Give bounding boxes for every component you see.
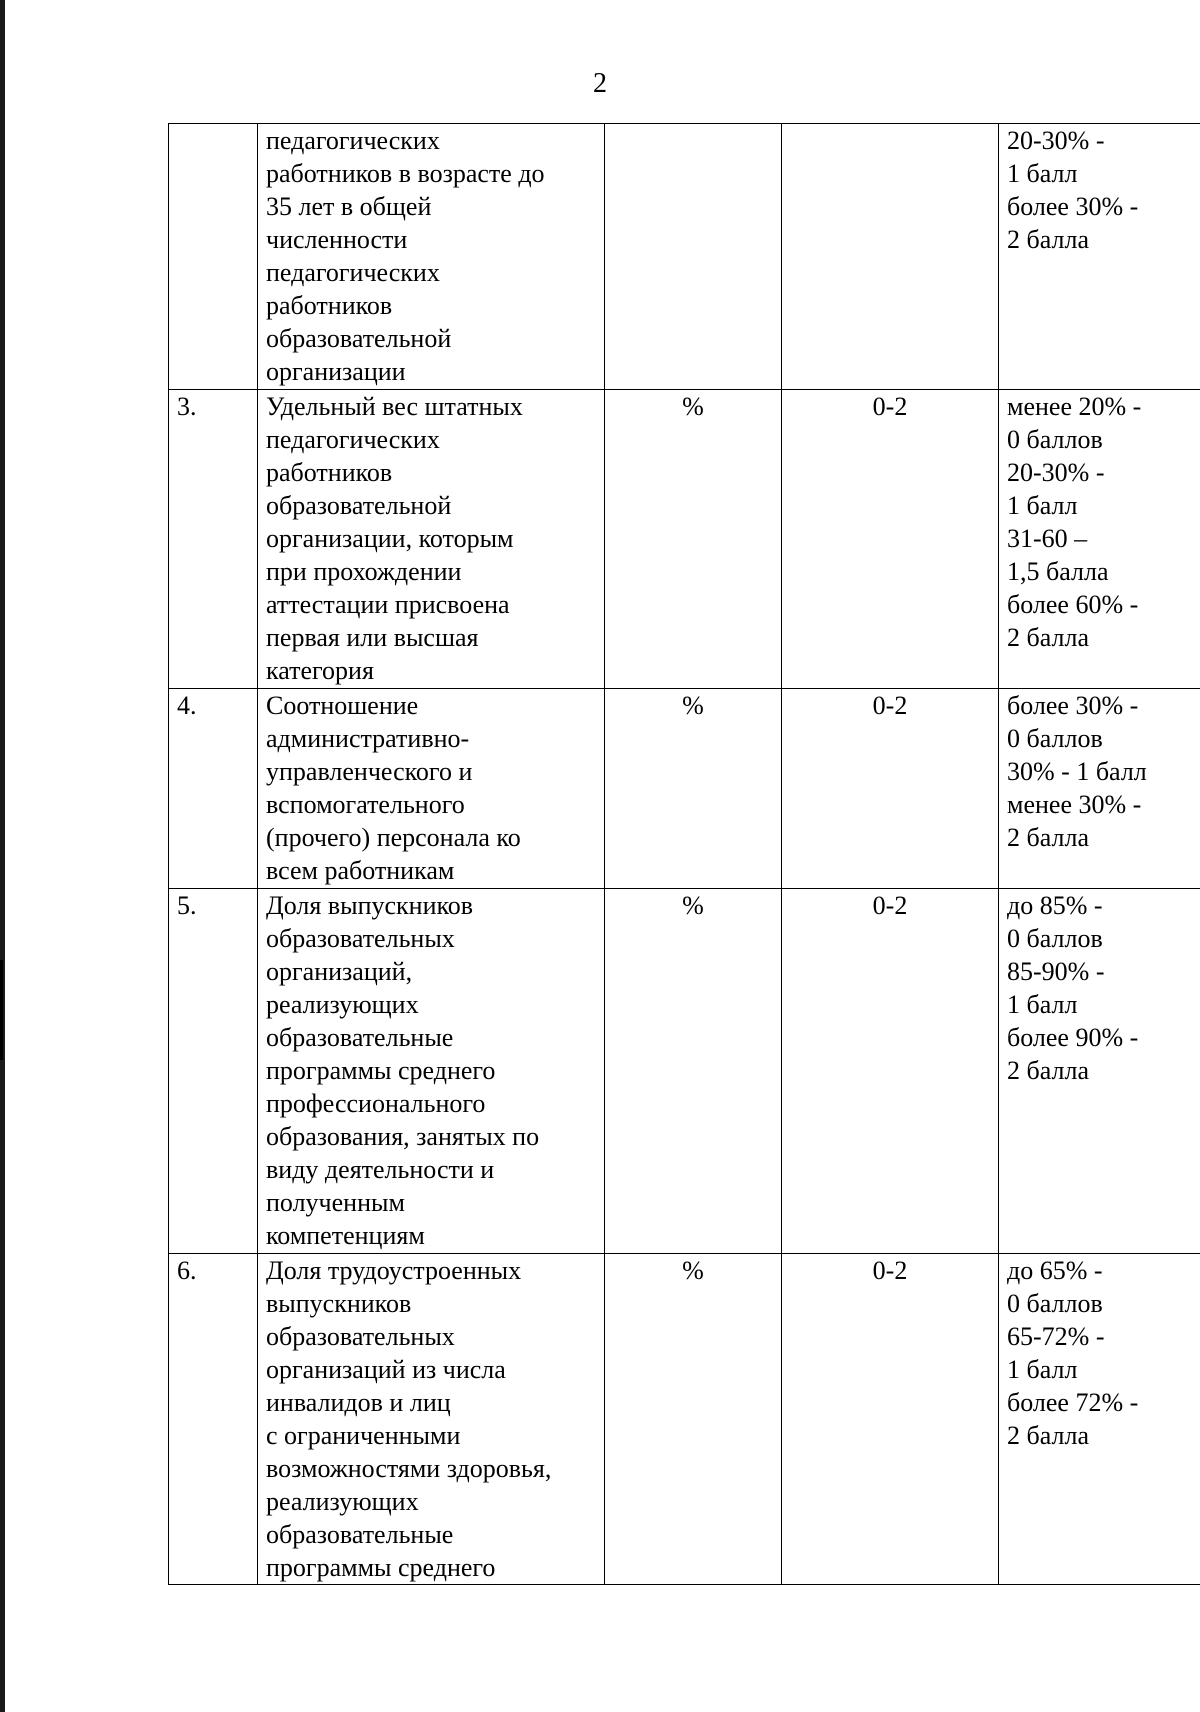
unit-of-measure: % <box>605 390 782 689</box>
indicator-name: Доля трудоустроенных выпускников образовательных организаций из числа инвалидов и лиц с ограниченными возможностями здоровья, реализующих образовательные программы среднего <box>258 1254 605 1585</box>
score-range: 0-2 <box>782 390 999 689</box>
row-number: 6. <box>169 1254 258 1585</box>
scoring-criteria: 20-30% - 1 балл более 30% - 2 балла <box>999 124 1200 390</box>
table-row <box>169 390 1200 689</box>
scoring-criteria: менее 20% - 0 баллов 20-30% - 1 балл 31-60 – 1,5 балла более 60% - 2 балла <box>999 390 1200 689</box>
scan-edge-mark <box>0 960 3 1060</box>
scoring-criteria: до 65% - 0 баллов 65-72% - 1 балл более 72% - 2 балла <box>999 1254 1200 1585</box>
scoring-criteria: более 30% - 0 баллов 30% - 1 балл менее 30% - 2 балла <box>999 689 1200 889</box>
score-range: 0-2 <box>782 889 999 1254</box>
scan-edge <box>0 0 5 1712</box>
row-number: 4. <box>169 689 258 889</box>
unit-of-measure <box>605 124 782 390</box>
indicator-name: Удельный вес штатных педагогических работников образовательной организации, которым при прохождении аттестации присвоена первая или высшая категория <box>258 390 605 689</box>
table-row <box>169 1254 1200 1585</box>
row-number: 5. <box>169 889 258 1254</box>
indicator-name: Соотношение административно- управленческого и вспомогательного (прочего) персонала ко всем работникам <box>258 689 605 889</box>
table-row <box>169 689 1200 889</box>
indicator-name: Доля выпускников образовательных организаций, реализующих образовательные программы среднего профессионального образования, занятых по виду деятельности и полученным компетенциям <box>258 889 605 1254</box>
unit-of-measure: % <box>605 1254 782 1585</box>
row-number: 3. <box>169 390 258 689</box>
scoring-criteria: до 85% - 0 баллов 85-90% - 1 балл более 90% - 2 балла <box>999 889 1200 1254</box>
table-row <box>169 889 1200 1254</box>
score-range <box>782 124 999 390</box>
row-number <box>169 124 258 390</box>
page-number: 2 <box>593 68 607 99</box>
unit-of-measure: % <box>605 689 782 889</box>
unit-of-measure: % <box>605 889 782 1254</box>
table-row <box>169 124 1200 390</box>
indicator-name: педагогических работников в возрасте до 35 лет в общей численности педагогических работников образовательной организации <box>258 124 605 390</box>
criteria-table <box>168 123 1200 1585</box>
score-range: 0-2 <box>782 1254 999 1585</box>
score-range: 0-2 <box>782 689 999 889</box>
